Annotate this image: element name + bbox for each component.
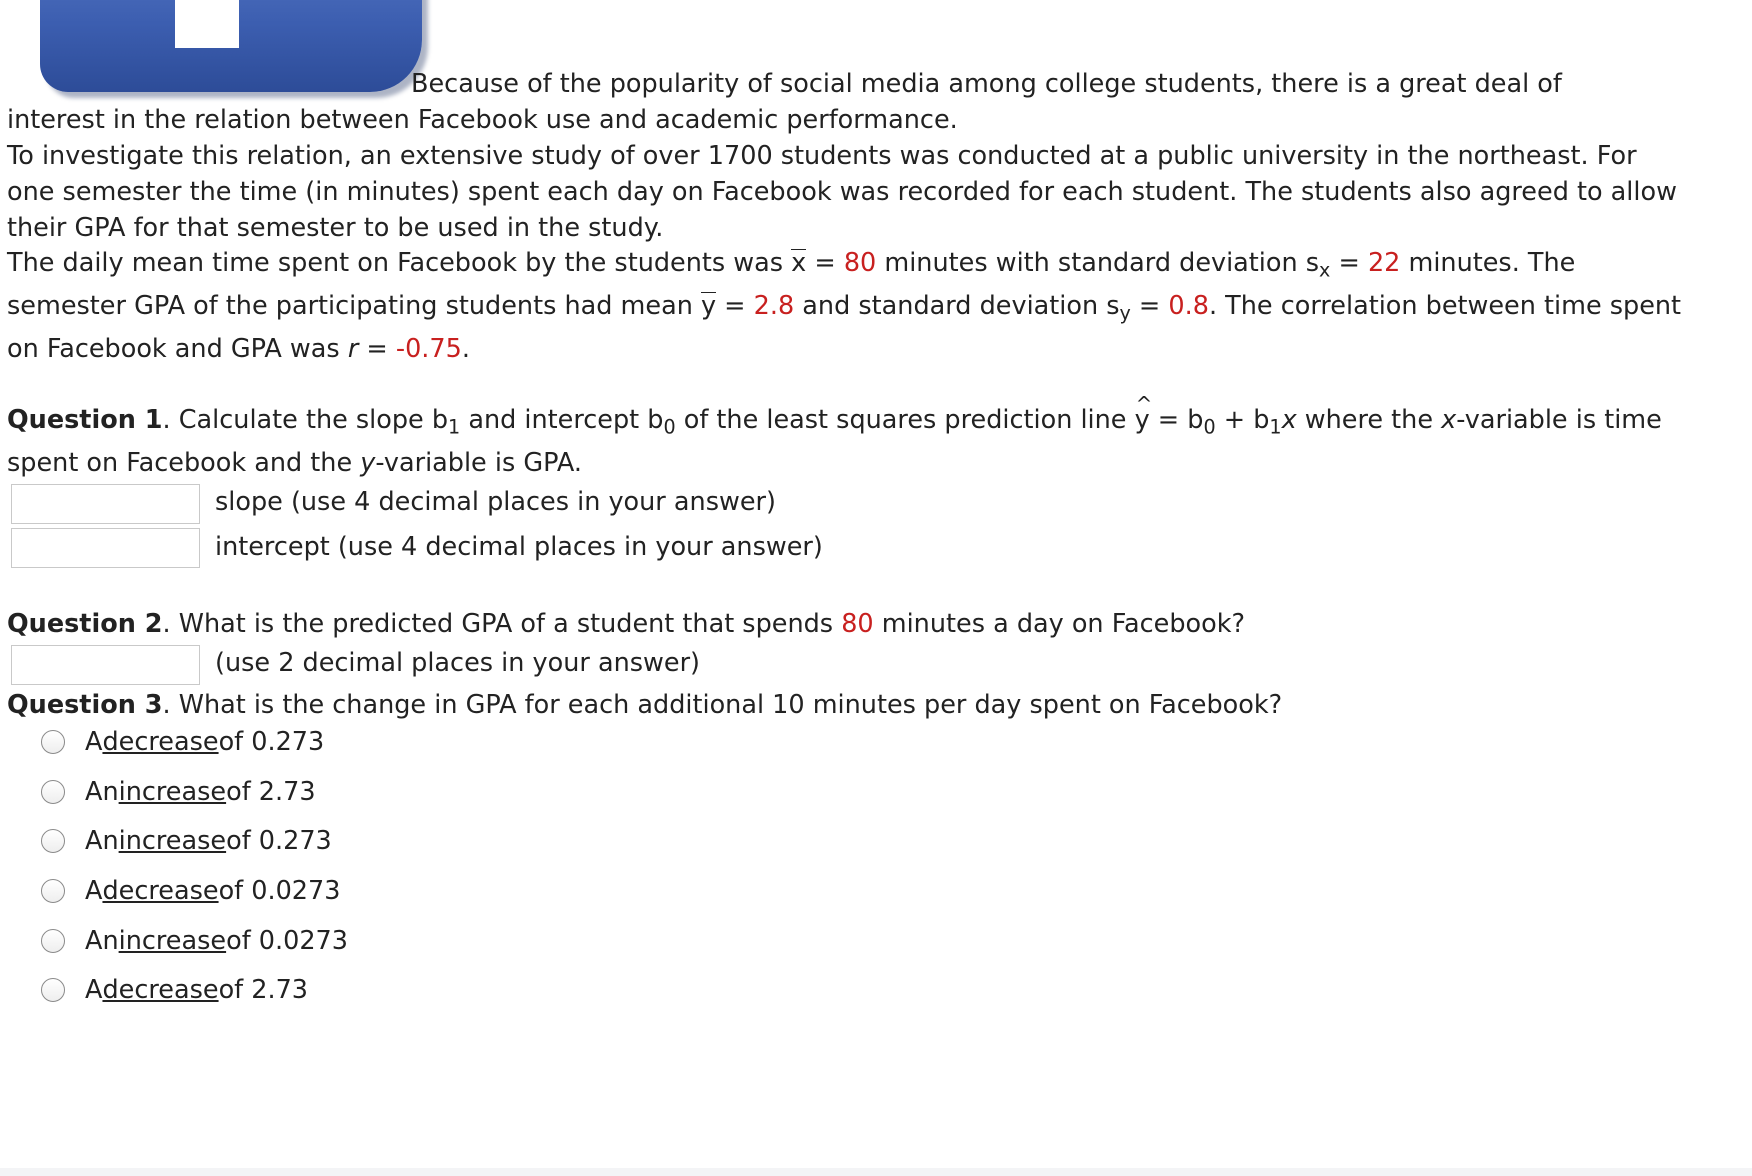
question-3-label: Question 3 [7, 690, 163, 720]
intro-line-3: To investigate this relation, an extensive study of over 1700 students was conducted at a public university in the northeast. For [7, 141, 1637, 171]
question-1-text: Question 1. Calculate the slope $b_1$ and intercept $b_0$ of the least squares prediction line ^ $y = b_0 + b_1x$ where the x-variable is time [7, 400, 1662, 440]
correlation-value: -0.75 [395, 334, 462, 364]
answer-option[interactable]: An increase of 0.273 [41, 821, 332, 861]
radio-button-icon[interactable] [41, 730, 65, 754]
slope-input[interactable] [11, 484, 200, 524]
facebook-logo-icon [40, 0, 422, 92]
page-footer-strip [0, 1168, 1752, 1176]
intro-line-1: Because of the popularity of social media among college students, there is a great deal of [411, 69, 1562, 99]
radio-button-icon[interactable] [41, 929, 65, 953]
question-1-label: Question 1 [7, 405, 163, 435]
radio-button-icon[interactable] [41, 879, 65, 903]
sd-y-value: 0.8 [1168, 291, 1209, 321]
intro-line-4: one semester the time (in minutes) spent each day on Facebook was recorded for each student. The students also agreed to allow [7, 177, 1677, 207]
answer-option[interactable]: An increase of 2.73 [41, 772, 316, 812]
option-keyword: increase [118, 826, 227, 856]
predicted-gpa-input[interactable] [11, 645, 200, 685]
question-1-text-line-2: spent on Facebook and the y-variable is GPA. [7, 448, 582, 478]
slope-input-label: slope (use 4 decimal places in your answer) [215, 487, 776, 517]
radio-button-icon[interactable] [41, 780, 65, 804]
predicted-gpa-input-label: (use 2 decimal places in your answer) [215, 648, 700, 678]
question-2-text: Question 2. What is the predicted GPA of a student that spends 80 minutes a day on Facebook? [7, 609, 1246, 639]
sd-x-value: 22 [1367, 248, 1401, 278]
answer-option[interactable]: A decrease of 0.273 [41, 722, 324, 762]
option-keyword: decrease [102, 975, 219, 1005]
answer-option[interactable]: A decrease of 2.73 [41, 970, 308, 1010]
option-keyword: decrease [102, 727, 219, 757]
answer-option[interactable]: An increase of 0.0273 [41, 921, 348, 961]
option-keyword: increase [118, 777, 227, 807]
stats-line-y: semester GPA of the participating students had mean y = 2.8 and standard deviation $s_y = 0.8$. The correlation between time spent [7, 291, 1682, 325]
intercept-input[interactable] [11, 528, 200, 568]
intro-line-2: interest in the relation between Facebook use and academic performance. [7, 105, 958, 135]
question-2-label: Question 2 [7, 609, 163, 639]
x-bar-symbol: x [791, 248, 807, 278]
answer-option[interactable]: A decrease of 0.0273 [41, 871, 340, 911]
minutes-value: 80 [841, 609, 874, 639]
mean-y-value: 2.8 [753, 291, 795, 321]
stats-line-r: on Facebook and GPA was r = -0.75. [7, 334, 470, 364]
option-keyword: increase [118, 926, 227, 956]
stats-line-x: The daily mean time spent on Facebook by the students was x = 80 minutes with standard deviation $s_x = 22$ minutes. The [7, 248, 1576, 282]
question-3-text: Question 3. What is the change in GPA for each additional 10 minutes per day spent on Facebook? [7, 690, 1283, 720]
facebook-logo-letter [175, 0, 239, 48]
y-bar-symbol: y [700, 291, 717, 321]
intercept-input-label: intercept (use 4 decimal places in your answer) [215, 532, 823, 562]
radio-button-icon[interactable] [41, 829, 65, 853]
intro-line-5: their GPA for that semester to be used in the study. [7, 213, 664, 243]
radio-button-icon[interactable] [41, 978, 65, 1002]
mean-x-value: 80 [843, 248, 877, 278]
option-keyword: decrease [102, 876, 219, 906]
y-hat-symbol: ^ y [1135, 400, 1150, 440]
